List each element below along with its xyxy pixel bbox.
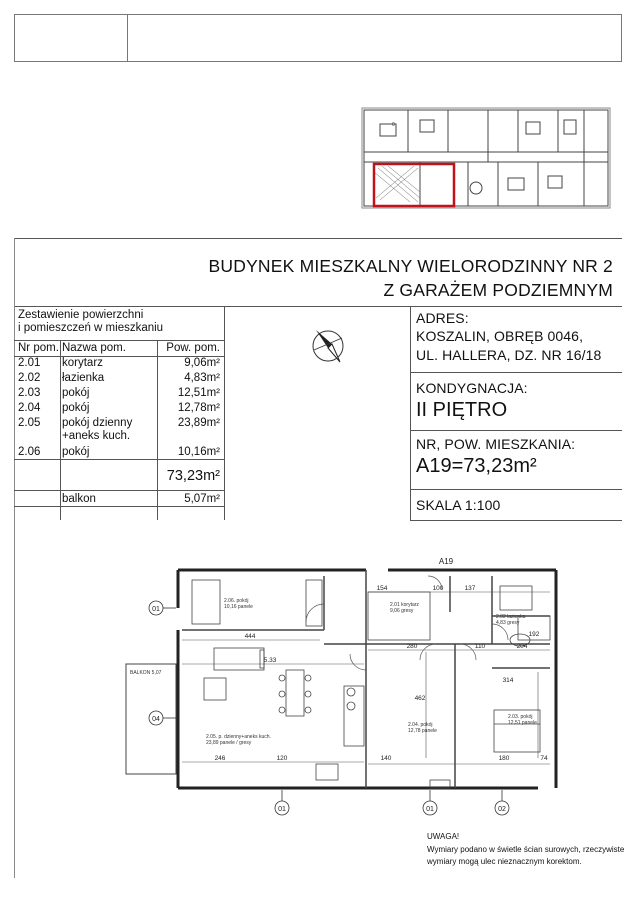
svg-text:314: 314 — [502, 677, 514, 684]
address-label: ADRES: — [416, 310, 469, 326]
rooms-table-heading: Zestawienie powierzchni i pomieszczeń w mieszkaniu — [18, 309, 164, 334]
svg-text:4,83 gresy: 4,83 gresy — [496, 620, 520, 626]
room-row: 2.05 pokój dzienny 23,89m² — [18, 417, 220, 429]
floor-label: KONDYGNACJA: — [416, 380, 528, 396]
svg-text:12,78 panele: 12,78 panele — [408, 728, 437, 734]
svg-text:9,06 gresy: 9,06 gresy — [390, 608, 414, 614]
svg-text:140: 140 — [380, 755, 392, 762]
svg-text:10,16 panele: 10,16 panele — [224, 604, 253, 610]
svg-text:2.06. pokój: 2.06. pokój — [224, 598, 249, 604]
svg-text:137: 137 — [464, 585, 476, 592]
svg-text:180: 180 — [498, 755, 510, 762]
svg-text:04: 04 — [152, 716, 160, 723]
svg-text:110: 110 — [474, 643, 486, 650]
svg-text:2.04. pokój: 2.04. pokój — [408, 722, 433, 728]
note-body: Wymiary podano w świetle ścian surowych, rzeczywiste wymiary mogą ulec nieznacznym korektom. — [427, 845, 625, 866]
svg-text:2.02 łazienka: 2.02 łazienka — [496, 614, 526, 620]
svg-text:74: 74 — [540, 755, 548, 762]
apartment-label: NR, POW. MIESZKANIA: — [416, 436, 576, 452]
svg-text:0: 0 — [392, 122, 395, 128]
rooms-total-area: 73,23m² — [166, 468, 220, 484]
svg-text:192: 192 — [528, 631, 540, 638]
room-row: 2.03 pokój 12,51m² — [18, 387, 220, 399]
svg-text:02: 02 — [498, 806, 506, 813]
svg-text:2.03. pokój: 2.03. pokój — [508, 714, 533, 720]
svg-text:246: 246 — [214, 755, 226, 762]
room-row: 2.04 pokój 12,78m² — [18, 402, 220, 414]
address-line2: UL. HALLERA, DZ. NR 16/18 — [416, 347, 602, 363]
svg-text:BALKON 5,07: BALKON 5,07 — [130, 670, 162, 676]
key-plan-drawing — [358, 96, 614, 216]
svg-text:A19: A19 — [438, 557, 454, 566]
building-title-line2: Z GARAŻEM PODZIEMNYM — [383, 280, 613, 300]
svg-text:204: 204 — [516, 643, 528, 650]
room-row: 2.01 korytarz 9,06m² — [18, 357, 220, 369]
sheet-rule — [14, 238, 622, 239]
sheet-frame-left — [14, 238, 15, 878]
floor-value: II PIĘTRO — [416, 399, 508, 421]
svg-text:280: 280 — [406, 643, 418, 650]
svg-text:444: 444 — [244, 633, 256, 640]
address-line1: KOSZALIN, OBRĘB 0046, — [416, 328, 584, 344]
balcony-row: balkon 5,07m² — [62, 493, 220, 505]
svg-text:01: 01 — [278, 806, 286, 813]
floor-plan-drawing — [120, 552, 590, 822]
north-arrow-icon — [306, 326, 352, 366]
room-row: 2.06 pokój 10,16m² — [18, 446, 220, 458]
building-title-line1: BUDYNEK MIESZKALNY WIELORODZINNY NR 2 — [208, 256, 613, 276]
title-block-frame — [14, 14, 622, 62]
svg-text:462: 462 — [414, 695, 426, 702]
highlighted-apartment — [374, 164, 454, 206]
sheet-rule — [14, 306, 622, 307]
svg-text:23,89 panele / gresy: 23,89 panele / gresy — [206, 740, 252, 746]
svg-text:12,51 panele: 12,51 panele — [508, 720, 537, 726]
svg-text:5.33: 5.33 — [263, 657, 277, 664]
svg-text:2.01 korytarz: 2.01 korytarz — [390, 602, 419, 608]
apartment-value: A19=73,23m² — [416, 455, 537, 477]
title-block-divider — [127, 15, 128, 61]
svg-text:154: 154 — [376, 585, 388, 592]
svg-text:01: 01 — [152, 606, 160, 613]
svg-text:2.05. p. dzienny+aneks kuch.: 2.05. p. dzienny+aneks kuch. — [206, 734, 271, 740]
svg-text:01: 01 — [426, 806, 434, 813]
svg-text:120: 120 — [276, 755, 288, 762]
room-row-continued: +aneks kuch. — [62, 430, 131, 442]
svg-text:100: 100 — [432, 585, 444, 592]
room-row: 2.02 łazienka 4,83m² — [18, 372, 220, 384]
note-title: UWAGA! — [427, 832, 460, 841]
scale-label: SKALA 1:100 — [416, 497, 501, 513]
rooms-table-header: Nr pom. Nazwa pom. Pow. pom. — [18, 342, 220, 354]
